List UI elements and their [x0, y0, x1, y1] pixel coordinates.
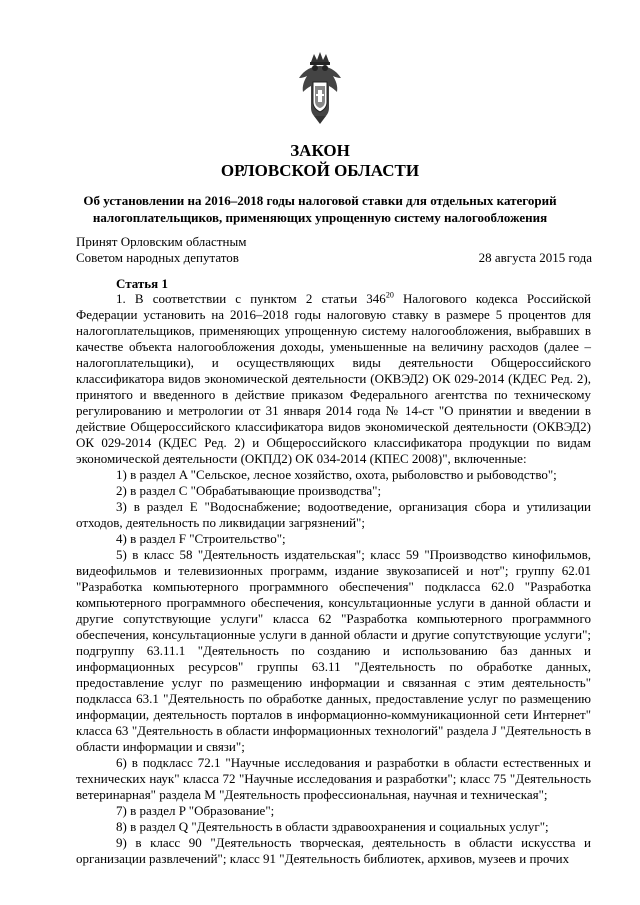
law-title: ЗАКОН — [290, 141, 350, 160]
list-item-8: 8) в раздел Q "Деятельность в области здравоохранения и социальных услуг"; — [116, 819, 549, 834]
article-body — [76, 291, 591, 867]
adoption-line-2: Советом народных депутатов — [76, 250, 239, 265]
list-item-1: 1) в раздел A "Сельское, лесное хозяйство, охота, рыболовство и рыбоводство"; — [116, 467, 557, 482]
list-item-6: 6) в подкласс 72.1 "Научные исследования и разработки в области естественных и технических наук" класса 72 "Научные исследования и разработки"; класс 75 "Деятельность ветеринарная" раздела M "Деятельность профессиональная, научная и техническая"; — [76, 755, 591, 802]
coat-of-arms-emblem — [296, 50, 344, 126]
list-item-7: 7) в раздел P "Образование"; — [116, 803, 275, 818]
adoption-date: 28 августа 2015 года — [478, 250, 592, 265]
adoption-line-1: Принят Орловским областным — [76, 234, 247, 249]
list-item-3: 3) в раздел E "Водоснабжение; водоотведение, организация сбора и утилизации отходов, деятельность по ликвидации загрязнений"; — [76, 499, 591, 530]
list-item-4: 4) в раздел F "Строительство"; — [116, 531, 286, 546]
paragraph-text-end: Налогового кодекса Российской Федерации установить на 2016–2018 годы налоговую ставку в размере 5 процентов для налогоплательщиков, применяющих упрощенную систему налогообложения, выбравших в качестве объекта налогообложения доходы, уменьшенные на величину расходов (далее – налогоплательщики), и осуществляющих виды деятельности Общероссийского классификатора видов экономической деятельности (ОКВЭД2) ОК 029-2014 (КДЕС Ред. 2), принятого и введенного в действие приказом Федерального агентства по техническому регулированию и метрологии от 31 января 2014 года № 14-ст "О принятии и введении в действие Общероссийского классификатора видов экономической деятельности (ОКВЭД2) ОК 029-2014 (КДЕС Ред. 2) и Общероссийского классификатора продукции по видам экономической деятельности (ОКПД2) ОК 034-2014 (КПЕС 2008)", включенные: — [76, 291, 591, 466]
article-paragraph-1 — [76, 291, 591, 467]
list-item-9: 9) в класс 90 "Деятельность творческая, деятельность в области искусства и организации развлечений"; класс 91 "Деятельность библиотек, архивов, музеев и прочих — [76, 835, 591, 866]
adoption-statement — [76, 234, 246, 266]
article-heading: Статья 1 — [116, 276, 168, 291]
list-item-2: 2) в раздел C "Обрабатывающие производства"; — [116, 483, 382, 498]
paragraph-text-start: 1. В соответствии с пунктом 2 статьи 346 — [116, 291, 386, 306]
region-title: ОРЛОВСКОЙ ОБЛАСТИ — [220, 161, 420, 180]
list-item-5: 5) в класс 58 "Деятельность издательская"; класс 59 "Производство кинофильмов, видеофильмов и телевизионных программ, издание звукозаписей и нот"; группу 62.01 "Разработка компьютерного программного обеспечения" подкласса 62.0 "Разработка компьютерного программного обеспечения, консультационные услуги в данной области и другие сопутствующие услуги" класса 62 "Разработка компьютерного программного обеспечения, консультационные услуги в данной области и другие сопутствующие услуги"; подгруппу 63.11.1 "Деятельность по созданию и использованию баз данных и информационных ресурсов" группы 63.11 "Деятельность по обработке данных, предоставление услуг по размещению информации и связанная с этим деятельность" подкласса 63.1 "Деятельность по обработке данных, предоставление услуг по размещению информации, деятельность порталов в информационно-коммуникационной сети Интернет" класса 63 "Деятельность в области информационных технологий" раздела J "Деятельность в области информации и связи"; — [76, 547, 591, 754]
article-number-superscript: 20 — [385, 290, 394, 300]
law-subtitle-line-1: Об установлении на 2016–2018 годы налоговой ставки для отдельных категорий — [83, 193, 557, 208]
law-subtitle-line-2: налогоплательщиков, применяющих упрощенную систему налогообложения — [92, 210, 548, 225]
